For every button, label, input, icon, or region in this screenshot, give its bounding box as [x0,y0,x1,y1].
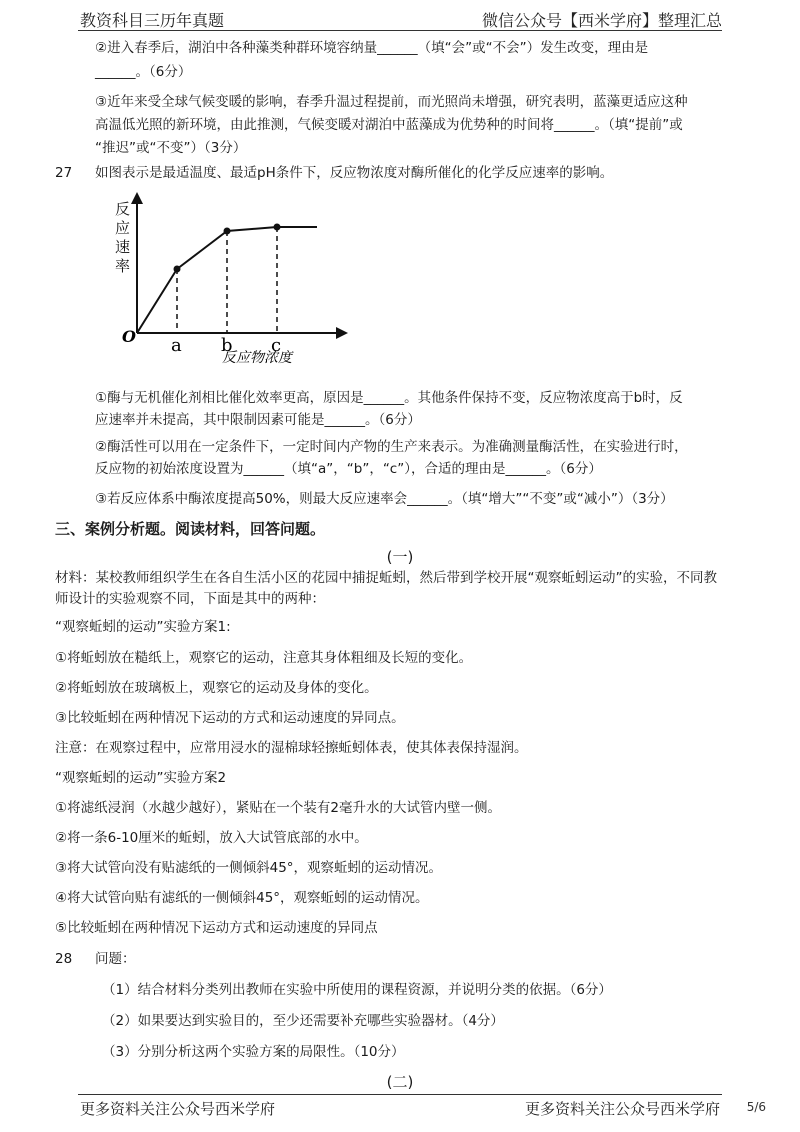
section3-title: 三、案例分析题。阅读材料，回答问题。 [55,520,326,538]
x-tick-b: b [221,335,233,356]
x-tick-c: c [271,335,282,356]
y-label-char: 反 [115,200,131,218]
footer-rule [78,1094,722,1095]
header-right: 微信公众号【西米学府】整理汇总 [481,11,722,30]
plan2-step5: ⑤比较蚯蚓在两种情况下运动方式和运动速度的异同点 [55,920,378,936]
material-line2: 师设计的实验观察不同，下面是其中的两种： [55,591,325,607]
x-tick-a: a [171,335,182,356]
q28-sub2: （2）如果要达到实验目的，至少还需要补充哪些实验器材。（4分） [102,1013,504,1029]
point-b [224,228,231,235]
note: 注意：在观察过程中，应常用浸水的湿棉球轻擦蚯蚓体表，使其体表保持湿润。 [55,740,528,756]
y-axis-label [115,200,130,275]
q27-p1-line1: ①酶与无机催化剂相比催化效率更高，原因是______。其他条件保持不变，反应物浓度高于b时，反 [95,390,683,406]
q27-stem: 如图表示是最适温度、最适pH条件下，反应物浓度对酶所催化的化学反应速率的影响。 [95,165,614,181]
q26-p2-line2: ______。（6分） [95,64,192,80]
plan1-step2: ②将蚯蚓放在玻璃板上，观察它的运动及身体的变化。 [55,680,378,696]
plan2-title: “观察蚯蚓的运动”实验方案2 [55,770,227,786]
plan2-step4: ④将大试管向贴有滤纸的一侧倾斜45°，观察蚯蚓的运动情况。 [55,890,429,906]
y-label-char: 速 [115,238,131,256]
plan1-step1: ①将蚯蚓放在糙纸上，观察它的运动，注意其身体粗细及长短的变化。 [55,650,473,666]
q27-p2-line1: ②酶活性可以用在一定条件下，一定时间内产物的生产来表示。为准确测量酶活性，在实验进行时， [95,439,688,455]
plan1-step3: ③比较蚯蚓在两种情况下运动的方式和运动速度的异同点。 [55,710,405,726]
y-label-char: 应 [115,219,131,237]
q27-p1-line2: 应速率并未提高，其中限制因素可能是______。（6分） [95,412,421,428]
plan2-step1: ①将滤纸浸润（水越少越好），紧贴在一个装有2毫升水的大试管内壁一侧。 [55,800,501,816]
q27-p2-line2: 反应物的初始浓度设置为______（填“a”，“b”，“c”），合适的理由是______。（6分） [95,461,602,477]
plan2-step3: ③将大试管向没有贴滤纸的一侧倾斜45°，观察蚯蚓的运动情况。 [55,860,443,876]
header-left: 教资科目三历年真题 [80,11,225,30]
q28-label: 问题： [95,951,136,967]
q28-sub3: （3）分别分析这两个实验方案的局限性。（10分） [102,1044,405,1060]
origin-label: O [122,327,136,346]
part1-title: (一) [386,548,414,566]
material-line1: 材料：某校教师组织学生在各自生活小区的花园中捕捉蚯蚓，然后带到学校开展“观察蚯蚓运动”的实验，不同教 [55,570,717,586]
footer-right: 更多资料关注公众号西米学府 [524,1100,720,1118]
q28-sub1: （1）结合材料分类列出教师在实验中所使用的课程资源，并说明分类的依据。（6分） [102,982,612,998]
plan2-step2: ②将一条6-10厘米的蚯蚓，放入大试管底部的水中。 [55,830,368,846]
point-a [174,266,181,273]
plan1-title: “观察蚯蚓的运动”实验方案1: [55,619,231,635]
page-number: 5/6 [746,1100,766,1114]
footer-left: 更多资料关注公众号西米学府 [80,1100,276,1118]
x-axis-label: 反应物浓度 [222,350,292,366]
q28-number: 28 [55,951,73,967]
q26-p3-line2: 高温低光照的新环境，由此推测，气候变暖对湖泊中蓝藻成为优势种的时间将______。（填“提前”或 [95,117,683,133]
part2-title: (二) [386,1073,414,1091]
y-label-char: 率 [115,257,131,275]
q26-p3-line1: ③近年来受全球气候变暖的影响，春季升温过程提前，而光照尚未增强，研究表明，蓝藻更适应这种 [95,94,688,110]
q26-p3-line3: “推迟”或“不变”）（3分） [95,140,247,156]
q27-number: 27 [55,165,73,181]
q26-p2-line1: ②进入春季后，湖泊中各种藻类种群环境容纳量______（填“会”或“不会”）发生改变，理由是 [95,40,649,56]
q27-p3: ③若反应体系中酶浓度提高50%，则最大反应速率会______。（填“增大”“不变”或“减小”）（3分） [95,491,674,507]
header-rule [78,30,722,31]
enzyme-rate-chart [110,190,350,370]
point-c [274,224,281,231]
